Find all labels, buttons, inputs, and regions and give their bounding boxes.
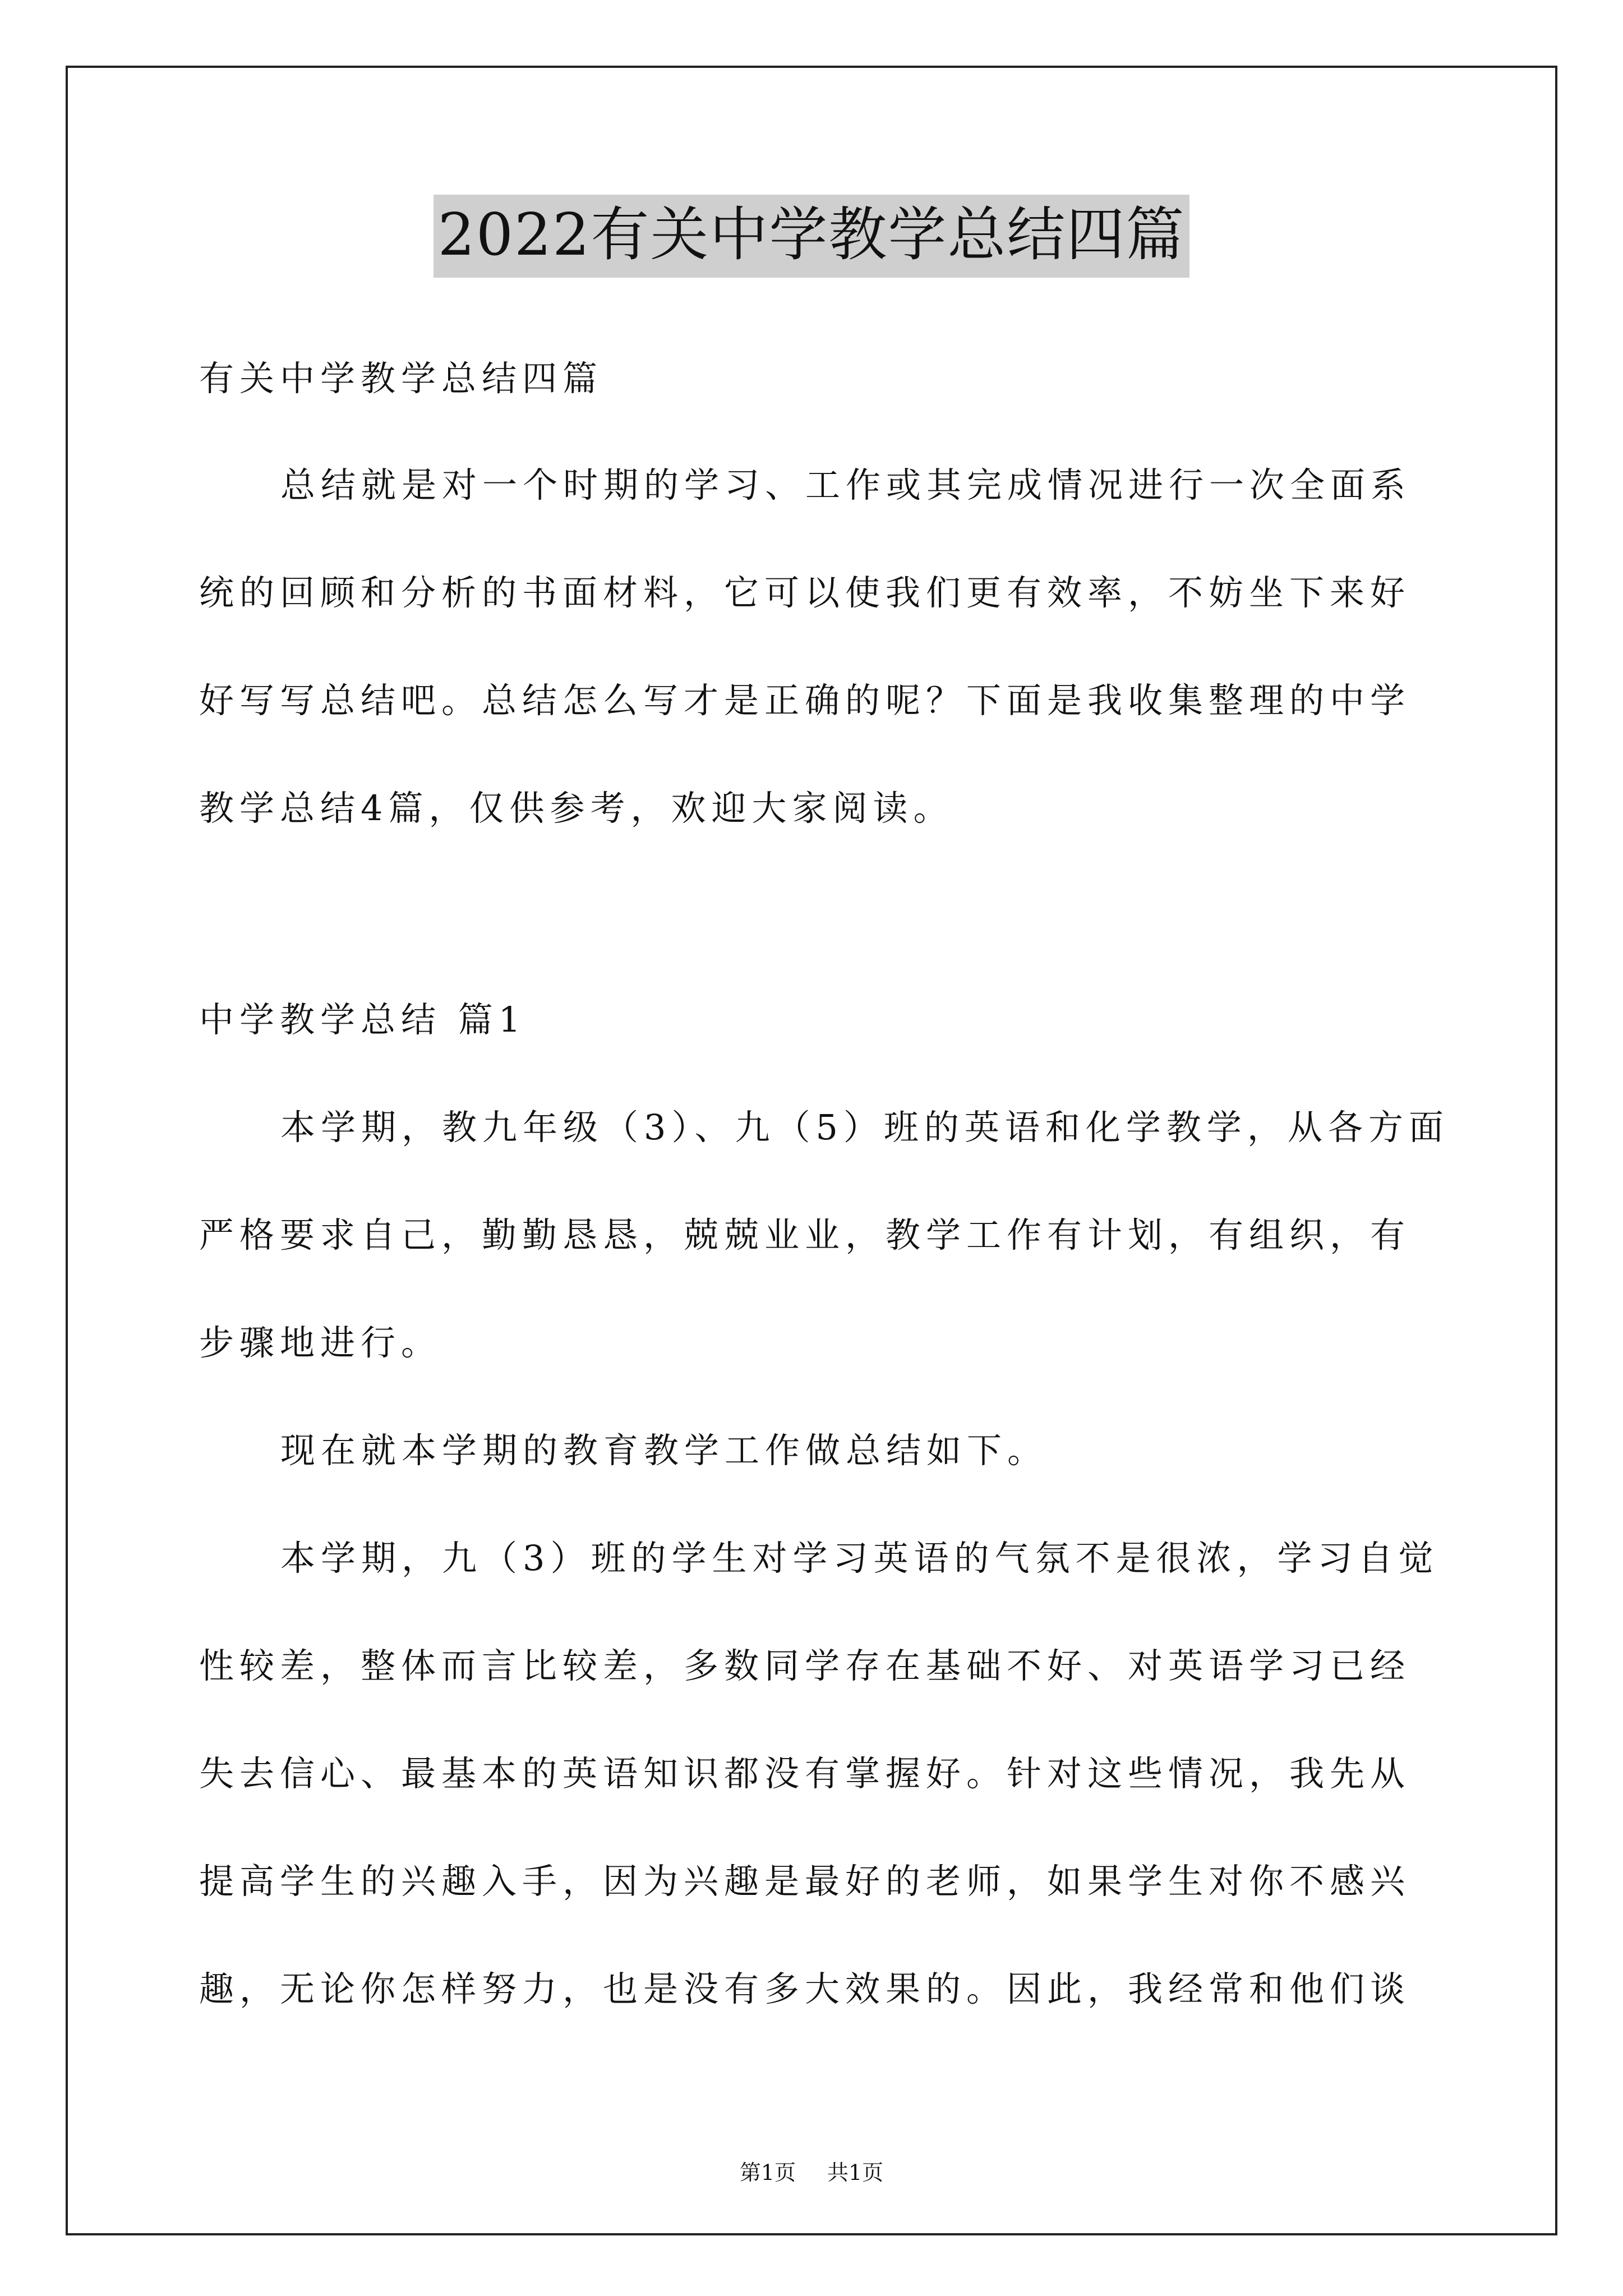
paragraph-line: 性较差，整体而言比较差，多数同学存在基础不好、对英语学习已经 <box>199 1645 1411 1686</box>
paragraph-line: 好写写总结吧。总结怎么写才是正确的呢？下面是我收集整理的中学 <box>199 680 1411 721</box>
paragraph-line: 本学期，九（3）班的学生对学习英语的气氛不是很浓，学习自觉 <box>280 1538 1439 1579</box>
section-heading: 中学教学总结 篇1 <box>199 999 527 1040</box>
paragraph-line: 趣，无论你怎样努力，也是没有多大效果的。因此，我经常和他们谈 <box>199 1968 1411 2009</box>
paragraph-line: 总结就是对一个时期的学习、工作或其完成情况进行一次全面系 <box>280 464 1412 505</box>
paragraph-line: 本学期，教九年级（3）、九（5）班的英语和化学教学，从各方面 <box>280 1107 1449 1148</box>
paragraph-line: 提高学生的兴趣入手，因为兴趣是最好的老师，如果学生对你不感兴 <box>199 1861 1411 1902</box>
document-title <box>0 196 1623 273</box>
page-footer <box>0 2159 1623 2187</box>
paragraph-line: 步骤地进行。 <box>199 1322 442 1363</box>
document-title-text: 2022有关中学教学总结四篇 <box>434 195 1190 278</box>
page-count: 共1页 <box>827 2160 884 2185</box>
paragraph-line: 统的回顾和分析的书面材料，它可以使我们更有效率，不妨坐下来好 <box>199 572 1411 613</box>
paragraph-line: 失去信心、最基本的英语知识都没有掌握好。针对这些情况，我先从 <box>199 1753 1411 1794</box>
page-number: 第1页 <box>739 2160 796 2185</box>
paragraph-line: 严格要求自己，勤勤恳恳，兢兢业业，教学工作有计划，有组织，有 <box>199 1214 1411 1255</box>
document-subtitle: 有关中学教学总结四篇 <box>199 358 603 399</box>
paragraph-line: 教学总结4篇，仅供参考，欢迎大家阅读。 <box>199 788 954 829</box>
paragraph-line: 现在就本学期的教育教学工作做总结如下。 <box>280 1430 1048 1471</box>
